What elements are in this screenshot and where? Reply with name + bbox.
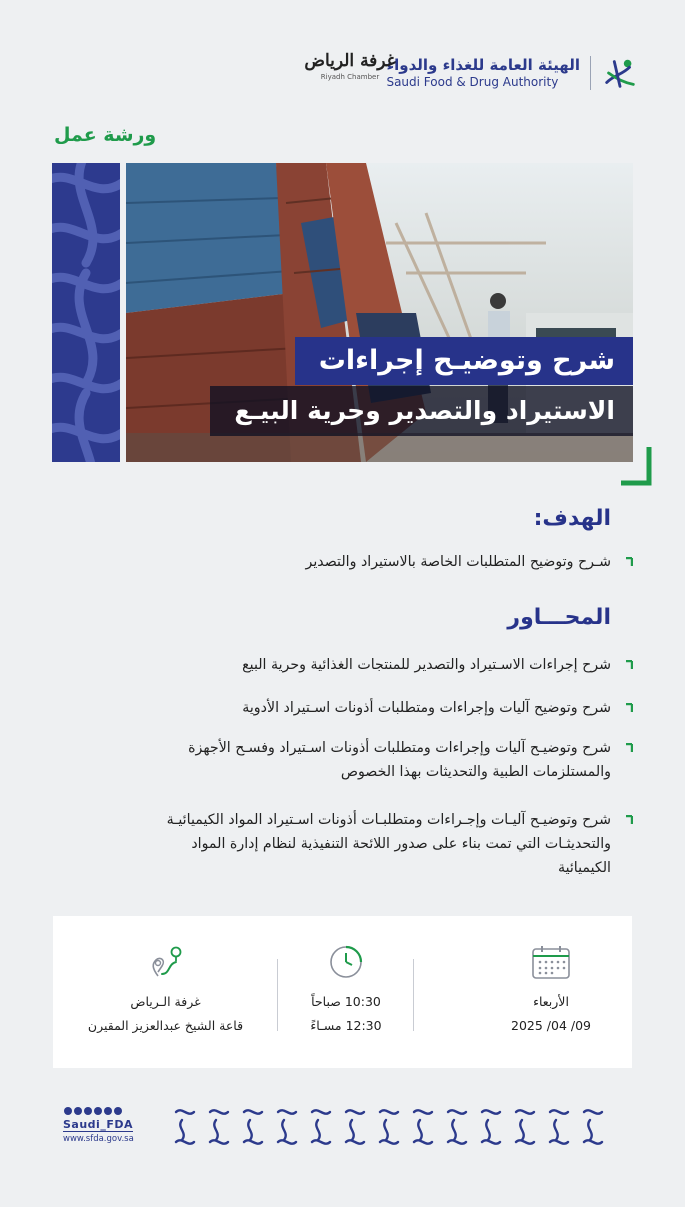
location-column xyxy=(53,916,278,1068)
facebook-icon[interactable] xyxy=(114,1107,122,1115)
event-time-start: 10:30 صباحاً xyxy=(311,994,381,1009)
green-corner-accent xyxy=(621,447,653,487)
logo-divider xyxy=(590,56,591,90)
topic-item-1: شرح إجراءات الاسـتيراد والتصدير للمنتجات الغذائية وحرية البيع xyxy=(242,657,611,673)
handle-underline xyxy=(63,1131,133,1132)
hero-title-line2: الاستيراد والتصدير وحرية البيـع xyxy=(210,386,633,436)
sfda-name-ar: الهيئة العامة للغذاء والدواء xyxy=(386,56,580,74)
location-icon xyxy=(148,944,184,980)
time-column xyxy=(278,916,414,1068)
sfda-emblem-icon xyxy=(601,54,639,92)
snapchat-icon[interactable] xyxy=(74,1107,82,1115)
goal-item: شـرح وتوضيح المتطلبات الخاصة بالاستيراد والتصدير xyxy=(305,554,611,570)
decorative-pattern xyxy=(52,163,120,462)
linkedin-icon[interactable] xyxy=(104,1107,112,1115)
date-text xyxy=(470,990,632,1038)
bullet-icon xyxy=(623,557,633,567)
website-link[interactable]: www.sfda.gov.sa xyxy=(63,1134,134,1144)
chamber-name-ar: غرفة الرياض xyxy=(304,51,396,71)
social-handle[interactable]: Saudi_FDA xyxy=(63,1118,133,1131)
bullet-icon xyxy=(623,703,633,713)
topic-item-2: شرح وتوضيح آليات وإجراءات ومتطلبات أذونات اسـتيراد الأدوية xyxy=(242,700,611,716)
topic-item-3: شرح وتوضيـح آليات وإجراءات ومتطلبات أذونات اسـتيراد وفسـح الأجهزة والمستلزمات الطبية والتحديثات بهذا الخصوص xyxy=(188,740,611,780)
footer-pattern xyxy=(172,1104,622,1148)
event-date: 2025 /04 /09 xyxy=(511,1018,591,1033)
event-hall: قاعة الشيخ عبدالعزيز المقيرن xyxy=(87,1018,244,1033)
location-text xyxy=(53,990,278,1038)
date-column xyxy=(470,916,632,1068)
topic-item-4: شرح وتوضيـح آليـات وإجـراءات ومتطلبـات أذونات اسـتيراد المواد الكيميائيـة والتحديثـات التي تمت بناء على صدور اللائحة التنفيذية لنظام إدارة المواد الكيميائية xyxy=(166,812,611,876)
hero-title-line1: شرح وتوضيـح إجراءات xyxy=(295,337,633,385)
bullet-icon xyxy=(623,743,633,753)
instagram-icon[interactable] xyxy=(94,1107,102,1115)
calendar-icon xyxy=(531,944,571,980)
riyadh-chamber-logo xyxy=(304,50,396,92)
clock-icon xyxy=(328,944,364,980)
chamber-name-en: Riyadh Chamber xyxy=(320,73,380,81)
topics-heading: المحـــاور xyxy=(507,605,611,630)
event-time-end: 12:30 مسـاءً xyxy=(310,1018,382,1033)
x-icon[interactable] xyxy=(64,1107,72,1115)
bullet-icon xyxy=(623,815,633,825)
event-info-card xyxy=(53,916,632,1068)
workshop-label: ورشة عمل xyxy=(54,124,157,146)
social-icons xyxy=(64,1107,122,1115)
sfda-name xyxy=(386,56,580,90)
goal-heading: الهدف: xyxy=(533,506,611,531)
pattern-panel xyxy=(52,163,120,462)
youtube-icon[interactable] xyxy=(84,1107,92,1115)
bullet-icon xyxy=(623,660,633,670)
event-day: الأربعاء xyxy=(533,994,569,1009)
time-text xyxy=(278,990,414,1038)
sfda-name-en: Saudi Food & Drug Authority xyxy=(386,75,559,89)
event-venue: غرفة الـرياض xyxy=(130,994,201,1009)
workshop-label-wrap xyxy=(54,124,156,146)
